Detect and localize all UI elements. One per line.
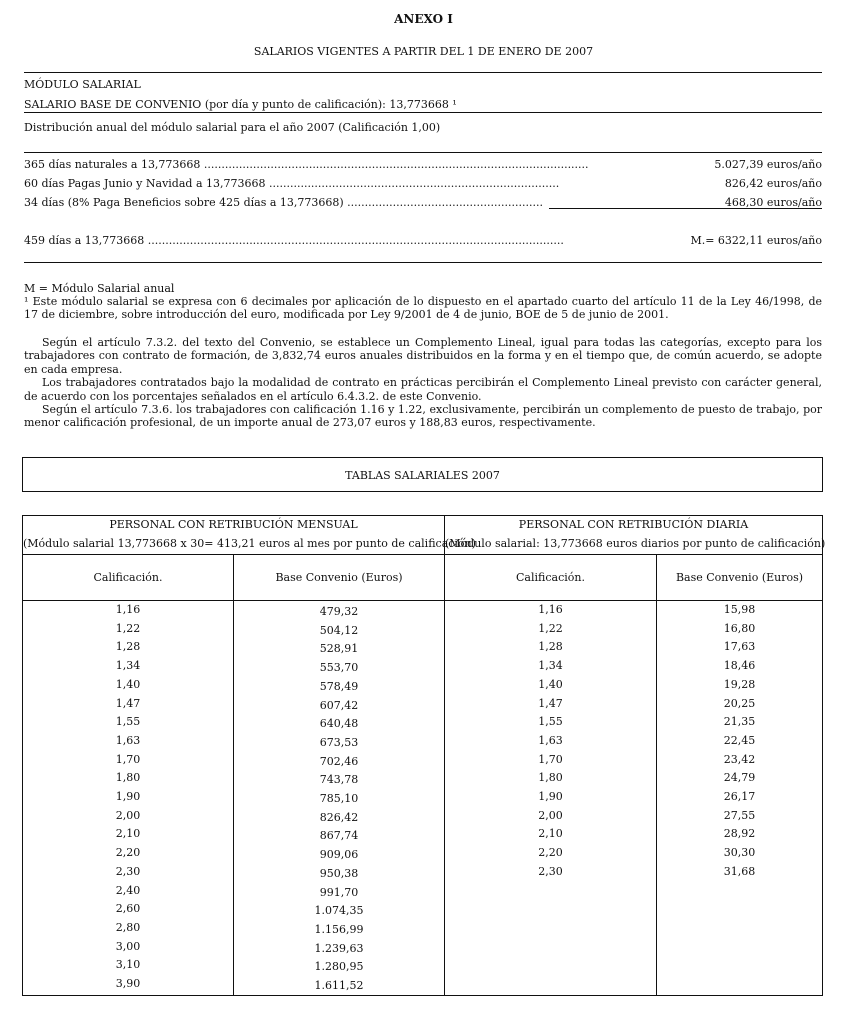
monthly-base-values: 479,32 504,12 528,91 553,70 578,49 607,42 640,48 673,53 702,46 743,78 785,10 826,42 867,74 909,06 950,38 991,70 1.074,35 1.156,99 1.239,63 1.280,95 1.611,52	[314, 605, 364, 993]
m-definition: M = Módulo Salarial anual	[24, 282, 175, 295]
footnote	[24, 295, 822, 322]
module-row-label: 34 días (8% Paga Beneficios sobre 425 días a 13,773668) ........................................................	[24, 196, 543, 209]
monthly-subheading: (Módulo salarial 13,773668 x 30= 413,21 euros al mes por punto de calificación)	[23, 537, 476, 550]
sum-rule	[549, 208, 822, 209]
module-heading: MÓDULO SALARIAL	[24, 78, 141, 91]
tables-title-box	[22, 457, 823, 492]
module-row-value: 5.027,39 euros/año	[714, 158, 822, 171]
body-text	[24, 336, 822, 430]
page-subtitle: SALARIOS VIGENTES A PARTIR DEL 1 DE ENERO DE 2007	[253, 45, 594, 58]
divider	[24, 72, 822, 73]
daily-subheading: (Módulo salarial: 13,773668 euros diarios por punto de calificación)	[445, 537, 826, 550]
divider	[24, 152, 822, 153]
module-row	[24, 176, 822, 192]
monthly-col-calificacion: Calificación.	[93, 571, 163, 584]
paragraph-complemento-puesto: Según el artículo 7.3.6. los trabajadores con calificación 1.16 y 1.22, exclusivamente, percibirán un complemento de puesto de trabajo, por menor calificación profesional, de un importe anual de 273,07 euros y 188,83 euros, respectivamente.	[24, 403, 822, 430]
module-total-value: M.= 6322,11 euros/año	[690, 234, 822, 247]
module-row	[24, 157, 822, 173]
module-row-value: 468,30 euros/año	[724, 196, 822, 209]
table-divider	[22, 554, 823, 555]
footnote-text: ¹ Este módulo salarial se expresa con 6 decimales por aplicación de lo dispuesto en el apartado cuarto del artículo 11 de la Ley 46/1998, de 17 de diciembre, sobre introducción del euro, modificada por Ley 9/2001 de 4 de junio, BOE de 5 de junio de 2001.	[24, 295, 822, 322]
monthly-col-base: Base Convenio (Euros)	[275, 571, 403, 584]
module-base-salary: SALARIO BASE DE CONVENIO (por día y punto de calificación): 13,773668 ¹	[24, 98, 457, 111]
module-row-label: 365 días naturales a 13,773668 ..............................................................................................................	[24, 158, 589, 171]
module-row-label: 60 días Pagas Junio y Navidad a 13,773668 ...................................................................................	[24, 177, 560, 190]
monthly-calificacion-values: 1,16 1,22 1,28 1,34 1,40 1,47 1,55 1,63 1,70 1,80 1,90 2,00 2,10 2,20 2,30 2,40 2,60 2,80 3,00 3,10 3,90	[115, 603, 141, 991]
module-distribution: Distribución anual del módulo salarial para el año 2007 (Calificación 1,00)	[24, 121, 441, 134]
divider	[24, 112, 822, 113]
daily-col-calificacion: Calificación.	[516, 571, 585, 584]
page-title: ANEXO I	[394, 12, 453, 26]
monthly-heading: PERSONAL CON RETRIBUCIÓN MENSUAL	[109, 518, 358, 531]
daily-base-values: 15,98 16,80 17,63 18,46 19,28 20,25 21,35 22,45 23,42 24,79 26,17 27,55 28,92 30,30 31,68	[723, 603, 756, 878]
module-total-label: 459 días a 13,773668 .......................................................................................................................	[24, 234, 564, 247]
module-total-row	[24, 233, 822, 249]
daily-col-base: Base Convenio (Euros)	[675, 571, 804, 584]
paragraph-contrato-practicas: Los trabajadores contratados bajo la modalidad de contrato en prácticas percibirán el Complemento Lineal previsto con carácter general, de acuerdo con los porcentajes señalados en el artículo 6.4.3.2. de este Convenio.	[24, 376, 822, 403]
daily-heading: PERSONAL CON RETRIBUCIÓN DIARIA	[518, 518, 749, 531]
daily-calificacion-values: 1,16 1,22 1,28 1,34 1,40 1,47 1,55 1,63 1,70 1,80 1,90 2,00 2,10 2,20 2,30	[538, 603, 563, 878]
paragraph-complemento-lineal: Según el artículo 7.3.2. del texto del Convenio, se establece un Complemento Lineal, igual para todas las categorías, excepto para los trabajadores con contrato de formación, de 3,832,74 euros anuales distribuidos en la forma y en el tiempo que, de común acuerdo, se adopte en cada empresa.	[24, 336, 822, 376]
module-row-value: 826,42 euros/año	[724, 177, 822, 190]
tables-title: TABLAS SALARIALES 2007	[345, 469, 500, 482]
divider	[24, 262, 822, 263]
